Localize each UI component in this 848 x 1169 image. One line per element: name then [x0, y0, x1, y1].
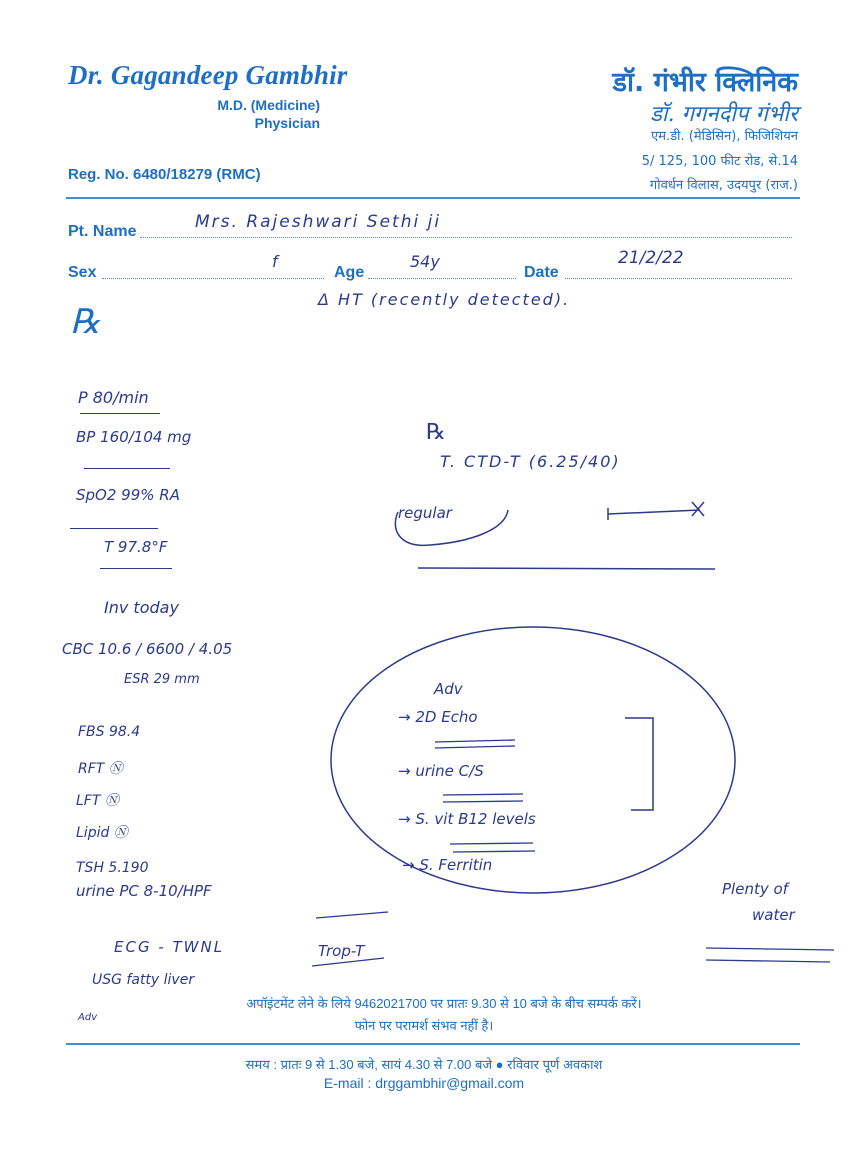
advice-urine: → urine C/S — [398, 762, 484, 780]
address-line-1: 5/ 125, 100 फीट रोड, से.14 — [641, 154, 798, 169]
inv-ecg: ECG - TWNL — [114, 938, 225, 956]
no-phone-consultation: फोन पर परामर्श संभव नहीं है। — [354, 1018, 494, 1033]
footer-divider — [66, 1043, 800, 1045]
date-line — [565, 278, 792, 279]
vital-spo2: SpO2 99% RA — [76, 486, 180, 504]
age-label: Age — [334, 264, 365, 281]
trop-t: Trop-T — [318, 942, 365, 960]
advice-ferritin: → S. Ferritin — [402, 856, 493, 874]
vital-underline — [70, 528, 158, 529]
patient-name-value: Mrs. Rajeshwari Sethi ji — [195, 212, 442, 232]
patient-name-line — [140, 237, 792, 238]
investigations-heading: Inv today — [104, 598, 179, 617]
qualification-hindi: एम.डी. (मेडिसिन), फिजिशियन — [651, 129, 798, 144]
inv-tsh: TSH 5.190 — [76, 860, 149, 876]
date-value: 21/2/22 — [618, 248, 684, 268]
vital-underline — [100, 568, 172, 569]
clinic-name-hindi: डॉ. गंभीर क्लिनिक — [612, 67, 798, 98]
inv-fbs: FBS 98.4 — [78, 724, 141, 740]
medication-marks — [390, 490, 720, 570]
side-note-line-1: Plenty of — [722, 880, 788, 898]
adv-note: Adv — [78, 1012, 98, 1023]
advice-oval — [325, 620, 745, 900]
email: E-mail : drggambhir@gmail.com — [323, 1075, 525, 1091]
doctor-name: Dr. Gagandeep Gambhir — [68, 60, 348, 90]
trop-marks — [312, 910, 392, 970]
doctor-name-hindi: डॉ. गगनदीप गंभीर — [650, 102, 798, 127]
side-note-line-2: water — [752, 906, 795, 924]
registration-number: Reg. No. 6480/18279 (RMC) — [68, 166, 261, 183]
advice-b12: → S. vit B12 levels — [398, 810, 536, 828]
sex-line — [102, 278, 324, 279]
header-divider — [66, 197, 800, 199]
age-line — [368, 278, 516, 279]
advice-echo: → 2D Echo — [398, 708, 478, 726]
doctor-qualification: M.D. (Medicine) — [217, 97, 320, 113]
inv-esr: ESR 29 mm — [124, 672, 200, 687]
date-label: Date — [524, 264, 559, 281]
vital-pulse: P 80/min — [78, 388, 149, 407]
inv-lft: LFT Ⓝ — [76, 793, 119, 809]
address-line-2: गोवर्धन विलास, उदयपुर (राज.) — [649, 178, 798, 193]
advice-heading: Adv — [434, 680, 463, 698]
sex-value: f — [272, 252, 278, 271]
medication: T. CTD-T (6.25/40) — [440, 452, 621, 471]
clinic-timings: समय : प्रातः 9 से 1.30 बजे, सायं 4.30 से 7.00 बजे ● रविवार पूर्ण अवकाश — [245, 1057, 603, 1072]
inv-urine: urine PC 8-10/HPF — [76, 882, 212, 900]
regular-note: regular — [398, 504, 452, 522]
appointment-note: अपॉइंटमेंट लेने के लिये 9462021700 पर प्रातः 9.30 से 10 बजे के बीच सम्पर्क करें। — [246, 996, 642, 1011]
doctor-designation: Physician — [254, 115, 320, 131]
inv-rft: RFT Ⓝ — [78, 761, 123, 777]
inv-lipid: Lipid Ⓝ — [76, 825, 128, 841]
vital-temp: T 97.8°F — [104, 538, 168, 556]
diagnosis: Δ HT (recently detected). — [318, 290, 571, 309]
sex-label: Sex — [68, 264, 97, 281]
rx-symbol: ℞ — [70, 302, 101, 342]
age-value: 54y — [410, 252, 440, 271]
vital-underline — [80, 413, 160, 414]
medication-rx-symbol: ℞ — [426, 420, 446, 445]
inv-cbc: CBC 10.6 / 6600 / 4.05 — [62, 640, 233, 658]
side-note-underline — [700, 940, 840, 970]
inv-usg: USG fatty liver — [92, 972, 195, 988]
vital-bp: BP 160/104 mg — [76, 428, 192, 446]
patient-name-label: Pt. Name — [68, 223, 137, 240]
vital-underline — [84, 468, 170, 469]
